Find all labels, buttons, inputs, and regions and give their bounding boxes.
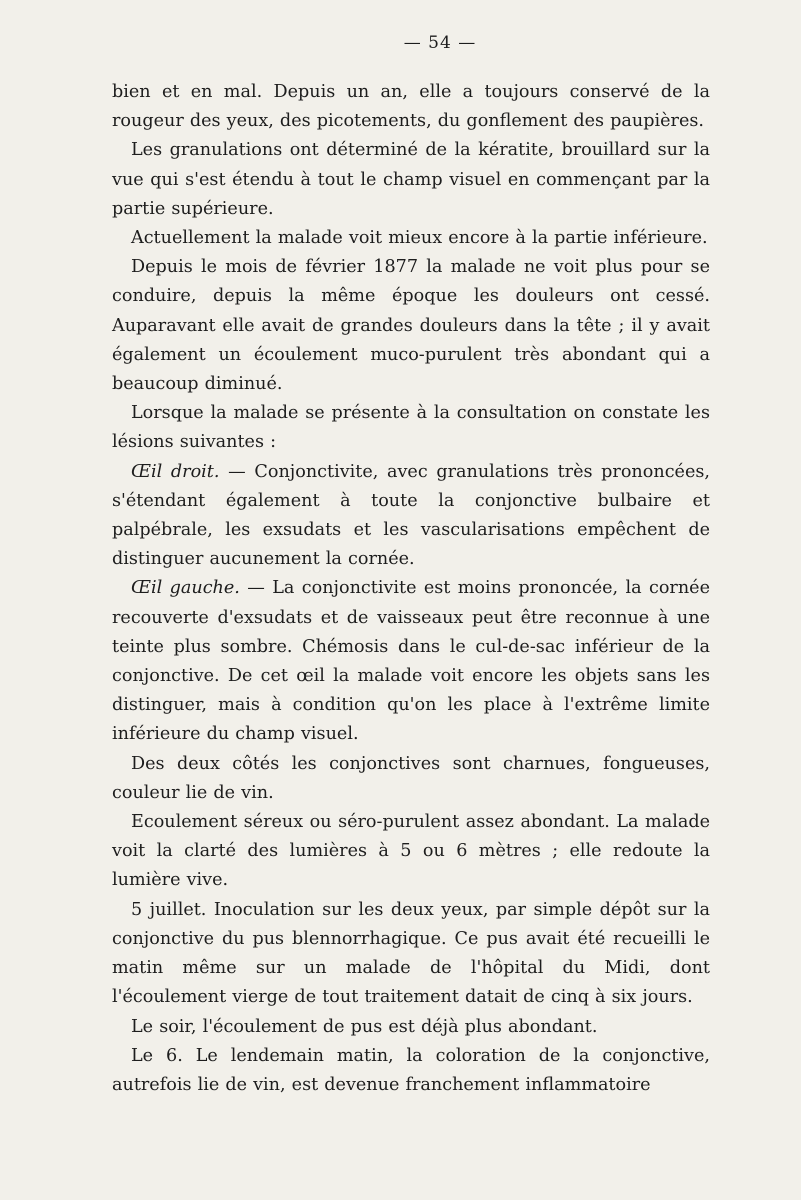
paragraph-left-eye bbox=[112, 574, 710, 749]
paragraph-right-eye bbox=[112, 458, 710, 575]
paragraph-8 bbox=[112, 750, 710, 808]
paragraph-text: Les granulations ont déterminé de la kératite, brouillard sur la vue qui s'est étendu à tout le champ visuel en commençant par la partie supérieure. bbox=[112, 140, 710, 219]
paragraph-text: Actuellement la malade voit mieux encore à la partie inférieure. bbox=[131, 228, 708, 249]
left-eye-heading: Œil gauche. bbox=[131, 578, 240, 599]
paragraph-text: Des deux côtés les conjonctives sont charnues, fongueuses, couleur lie de vin. bbox=[112, 753, 710, 803]
paragraph-text: — La conjonctivite est moins prononcée, la cornée recouverte d'exsudats et de vaisseaux peut être reconnue à une teinte plus sombre. Chémosis dans le cul-de-sac inférieur de la conjonctive. De cet œil la malade voit encore les objets sans les distinguer, mais à condition qu'on les place à l'extrême limite inférieure du champ visuel. bbox=[112, 578, 710, 745]
page-number: — 54 — bbox=[403, 33, 477, 53]
paragraph-2 bbox=[112, 136, 710, 224]
paragraph-text: Ecoulement séreux ou séro-purulent assez abondant. La malade voit la clarté des lumières à 5 ou 6 mètres ; elle redoute la lumière vive. bbox=[112, 812, 710, 891]
paragraph-4 bbox=[112, 253, 710, 399]
paragraph-12 bbox=[112, 1042, 710, 1100]
paragraph-text: Lorsque la malade se présente à la consultation on constate les lésions suivantes : bbox=[112, 403, 710, 453]
paragraph-text: — Conjonctivite, avec granulations très prononcées, s'étendant également à toute la conjonctive bulbaire et palpébrale, les exsudats et les vascularisations empêchent de distinguer aucunement la cornée. bbox=[112, 461, 710, 570]
document-page bbox=[112, 28, 710, 1100]
paragraph-9 bbox=[112, 808, 710, 896]
paragraph-text: bien et en mal. Depuis un an, elle a toujours conservé de la rougeur des yeux, des picotements, du gonflement des paupières. bbox=[112, 82, 710, 132]
paragraph-3 bbox=[112, 224, 710, 253]
paragraph-text: Le 6. Le lendemain matin, la coloration de la conjonctive, autrefois lie de vin, est devenue franchement inflammatoire bbox=[112, 1045, 710, 1095]
paragraph-10 bbox=[112, 896, 710, 1013]
paragraph-text: 5 juillet. Inoculation sur les deux yeux, par simple dépôt sur la conjonctive du pus blennorrhagique. Ce pus avait été recueilli le matin même sur un malade de l'hôpital du Midi, dont l'écoulement vierge de tout traitement datait de cinq à six jours. bbox=[112, 899, 710, 1008]
paragraph-5 bbox=[112, 399, 710, 457]
paragraph-1 bbox=[112, 78, 710, 136]
paragraph-text: Le soir, l'écoulement de pus est déjà plus abondant. bbox=[131, 1016, 598, 1037]
paragraph-11 bbox=[112, 1013, 710, 1042]
paragraph-text: Depuis le mois de février 1877 la malade ne voit plus pour se conduire, depuis la même époque les douleurs ont cessé. Auparavant elle avait de grandes douleurs dans la tête ; il y avait également un écoulement muco-purulent très abondant qui a beaucoup diminué. bbox=[112, 257, 710, 395]
right-eye-heading: Œil droit. bbox=[131, 461, 220, 482]
